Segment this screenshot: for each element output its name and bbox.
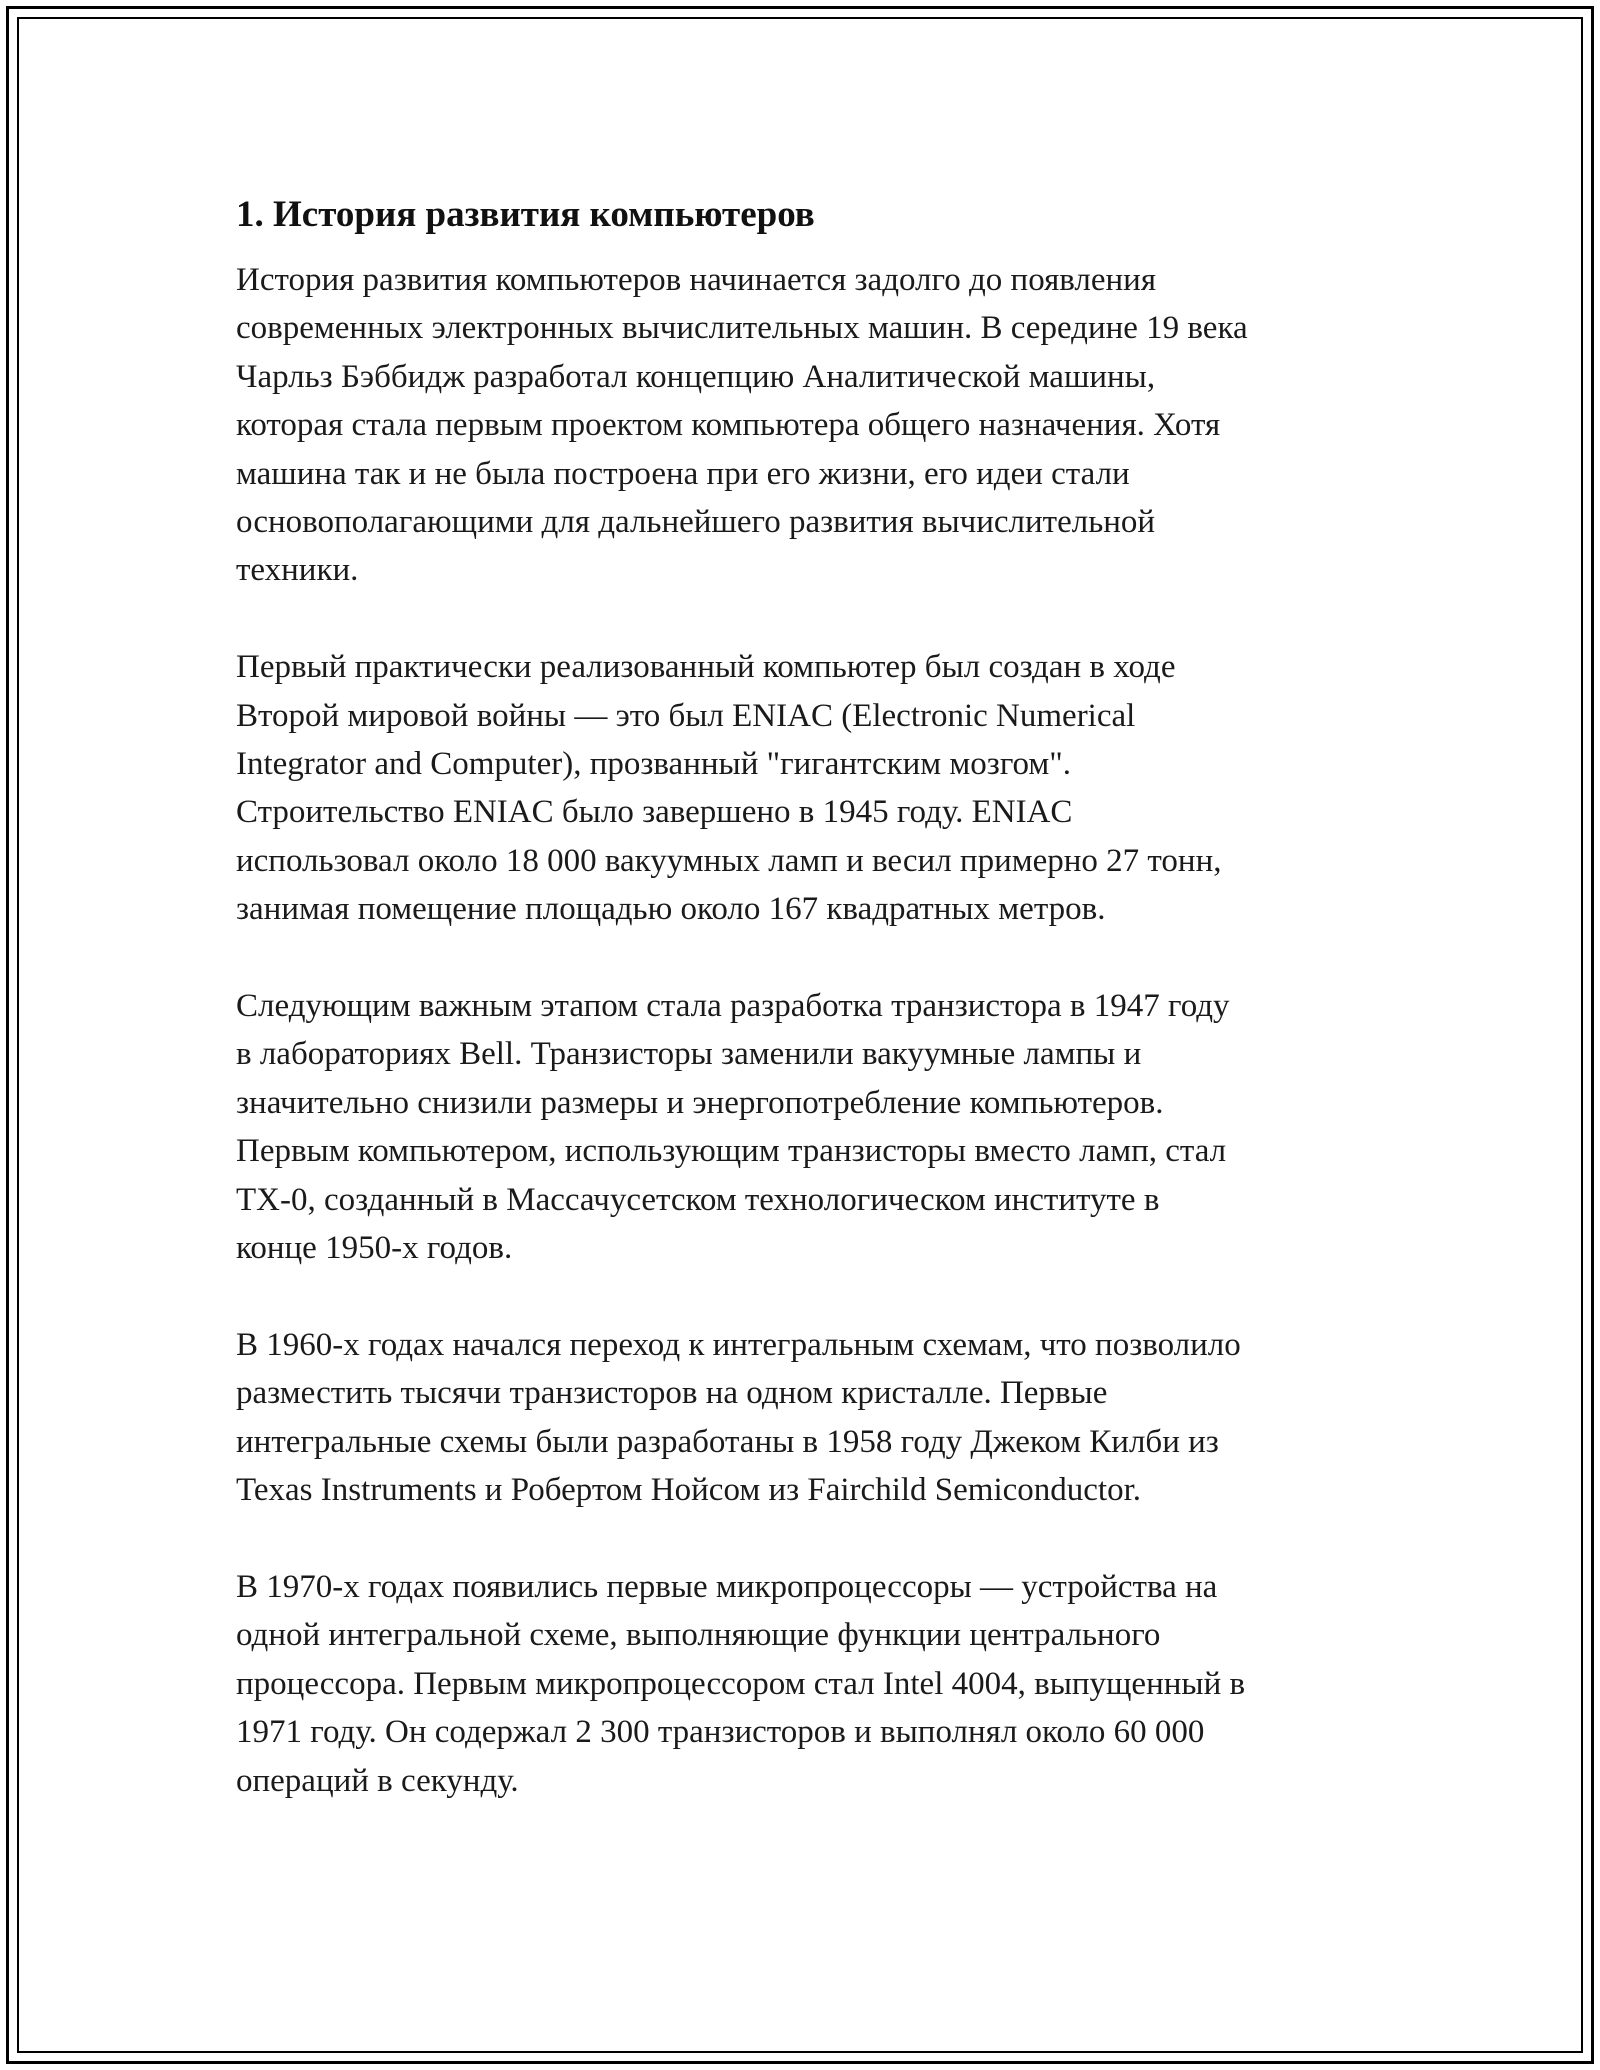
text-line: разместить тысячи транзисторов на одном кристалле. Первые [236, 1375, 1108, 1412]
text-line: современных электронных вычислительных машин. В середине 19 века [236, 310, 1248, 347]
text-line: История развития компьютеров начинается задолго до появления [236, 262, 1157, 298]
paragraph-1 [236, 256, 1366, 595]
text-line: TX-0, созданный в Массачусетском технологическом институте в [236, 1181, 1160, 1218]
text-line: одной интегральной схеме, выполняющие функции центрального [236, 1617, 1161, 1654]
text-line: техники. [236, 552, 359, 589]
text-line: Texas Instruments и Робертом Нойсом из Fairchild Semiconductor. [236, 1472, 1142, 1509]
text-line: Второй мировой войны — это был ENIAC (Electronic Numerical [236, 697, 1136, 734]
text-line: значительно снизили размеры и энергопотребление компьютеров. [236, 1084, 1164, 1121]
text-line: Чарльз Бэббидж разработал концепцию Аналитической машины, [236, 358, 1156, 395]
text-line: Первым компьютером, использующим транзисторы вместо ламп, стал [236, 1133, 1227, 1170]
text-line: в лабораториях Bell. Транзисторы заменили вакуумные лампы и [236, 1036, 1142, 1073]
text-line: 1971 году. Он содержал 2 300 транзисторов и выполнял около 60 000 [236, 1714, 1205, 1751]
paragraph-5 [236, 1563, 1366, 1805]
text-line: основополагающими для дальнейшего развития вычислительной [236, 504, 1156, 541]
text-line: Integrator and Computer), прозванный "гигантским мозгом". [236, 746, 1072, 783]
paragraph-3 [236, 982, 1366, 1272]
text-line: В 1970-х годах появились первые микропроцессоры — устройства на [236, 1568, 1218, 1605]
text-line: Строительство ENIAC было завершено в 1945 году. ENIAC [236, 794, 1073, 831]
text-line: процессора. Первым микропроцессором стал Intel 4004, выпущенный в [236, 1665, 1246, 1702]
text-line: В 1960-х годах начался переход к интегральным схемам, что позволило [236, 1326, 1241, 1363]
text-line: использовал около 18 000 вакуумных ламп и весил примерно 27 тонн, [236, 842, 1222, 879]
paragraph-2 [236, 643, 1366, 933]
text-line: Первый практически реализованный компьютер был создан в ходе [236, 649, 1176, 686]
text-line: интегральные схемы были разработаны в 1958 году Джеком Килби из [236, 1423, 1219, 1460]
text-line: Следующим важным этапом стала разработка транзистора в 1947 году [236, 988, 1230, 1025]
section-heading: 1. История развития компьютеров [236, 194, 815, 235]
text-line: занимая помещение площадью около 167 квадратных метров. [236, 891, 1106, 928]
text-line: операций в секунду. [236, 1762, 519, 1799]
document-body [236, 186, 1366, 1853]
text-line: конце 1950-х годов. [236, 1230, 513, 1267]
text-line: которая стала первым проектом компьютера общего назначения. Хотя [236, 407, 1221, 444]
text-line: машина так и не была построена при его жизни, его идеи стали [236, 455, 1130, 492]
paragraph-4 [236, 1321, 1366, 1515]
